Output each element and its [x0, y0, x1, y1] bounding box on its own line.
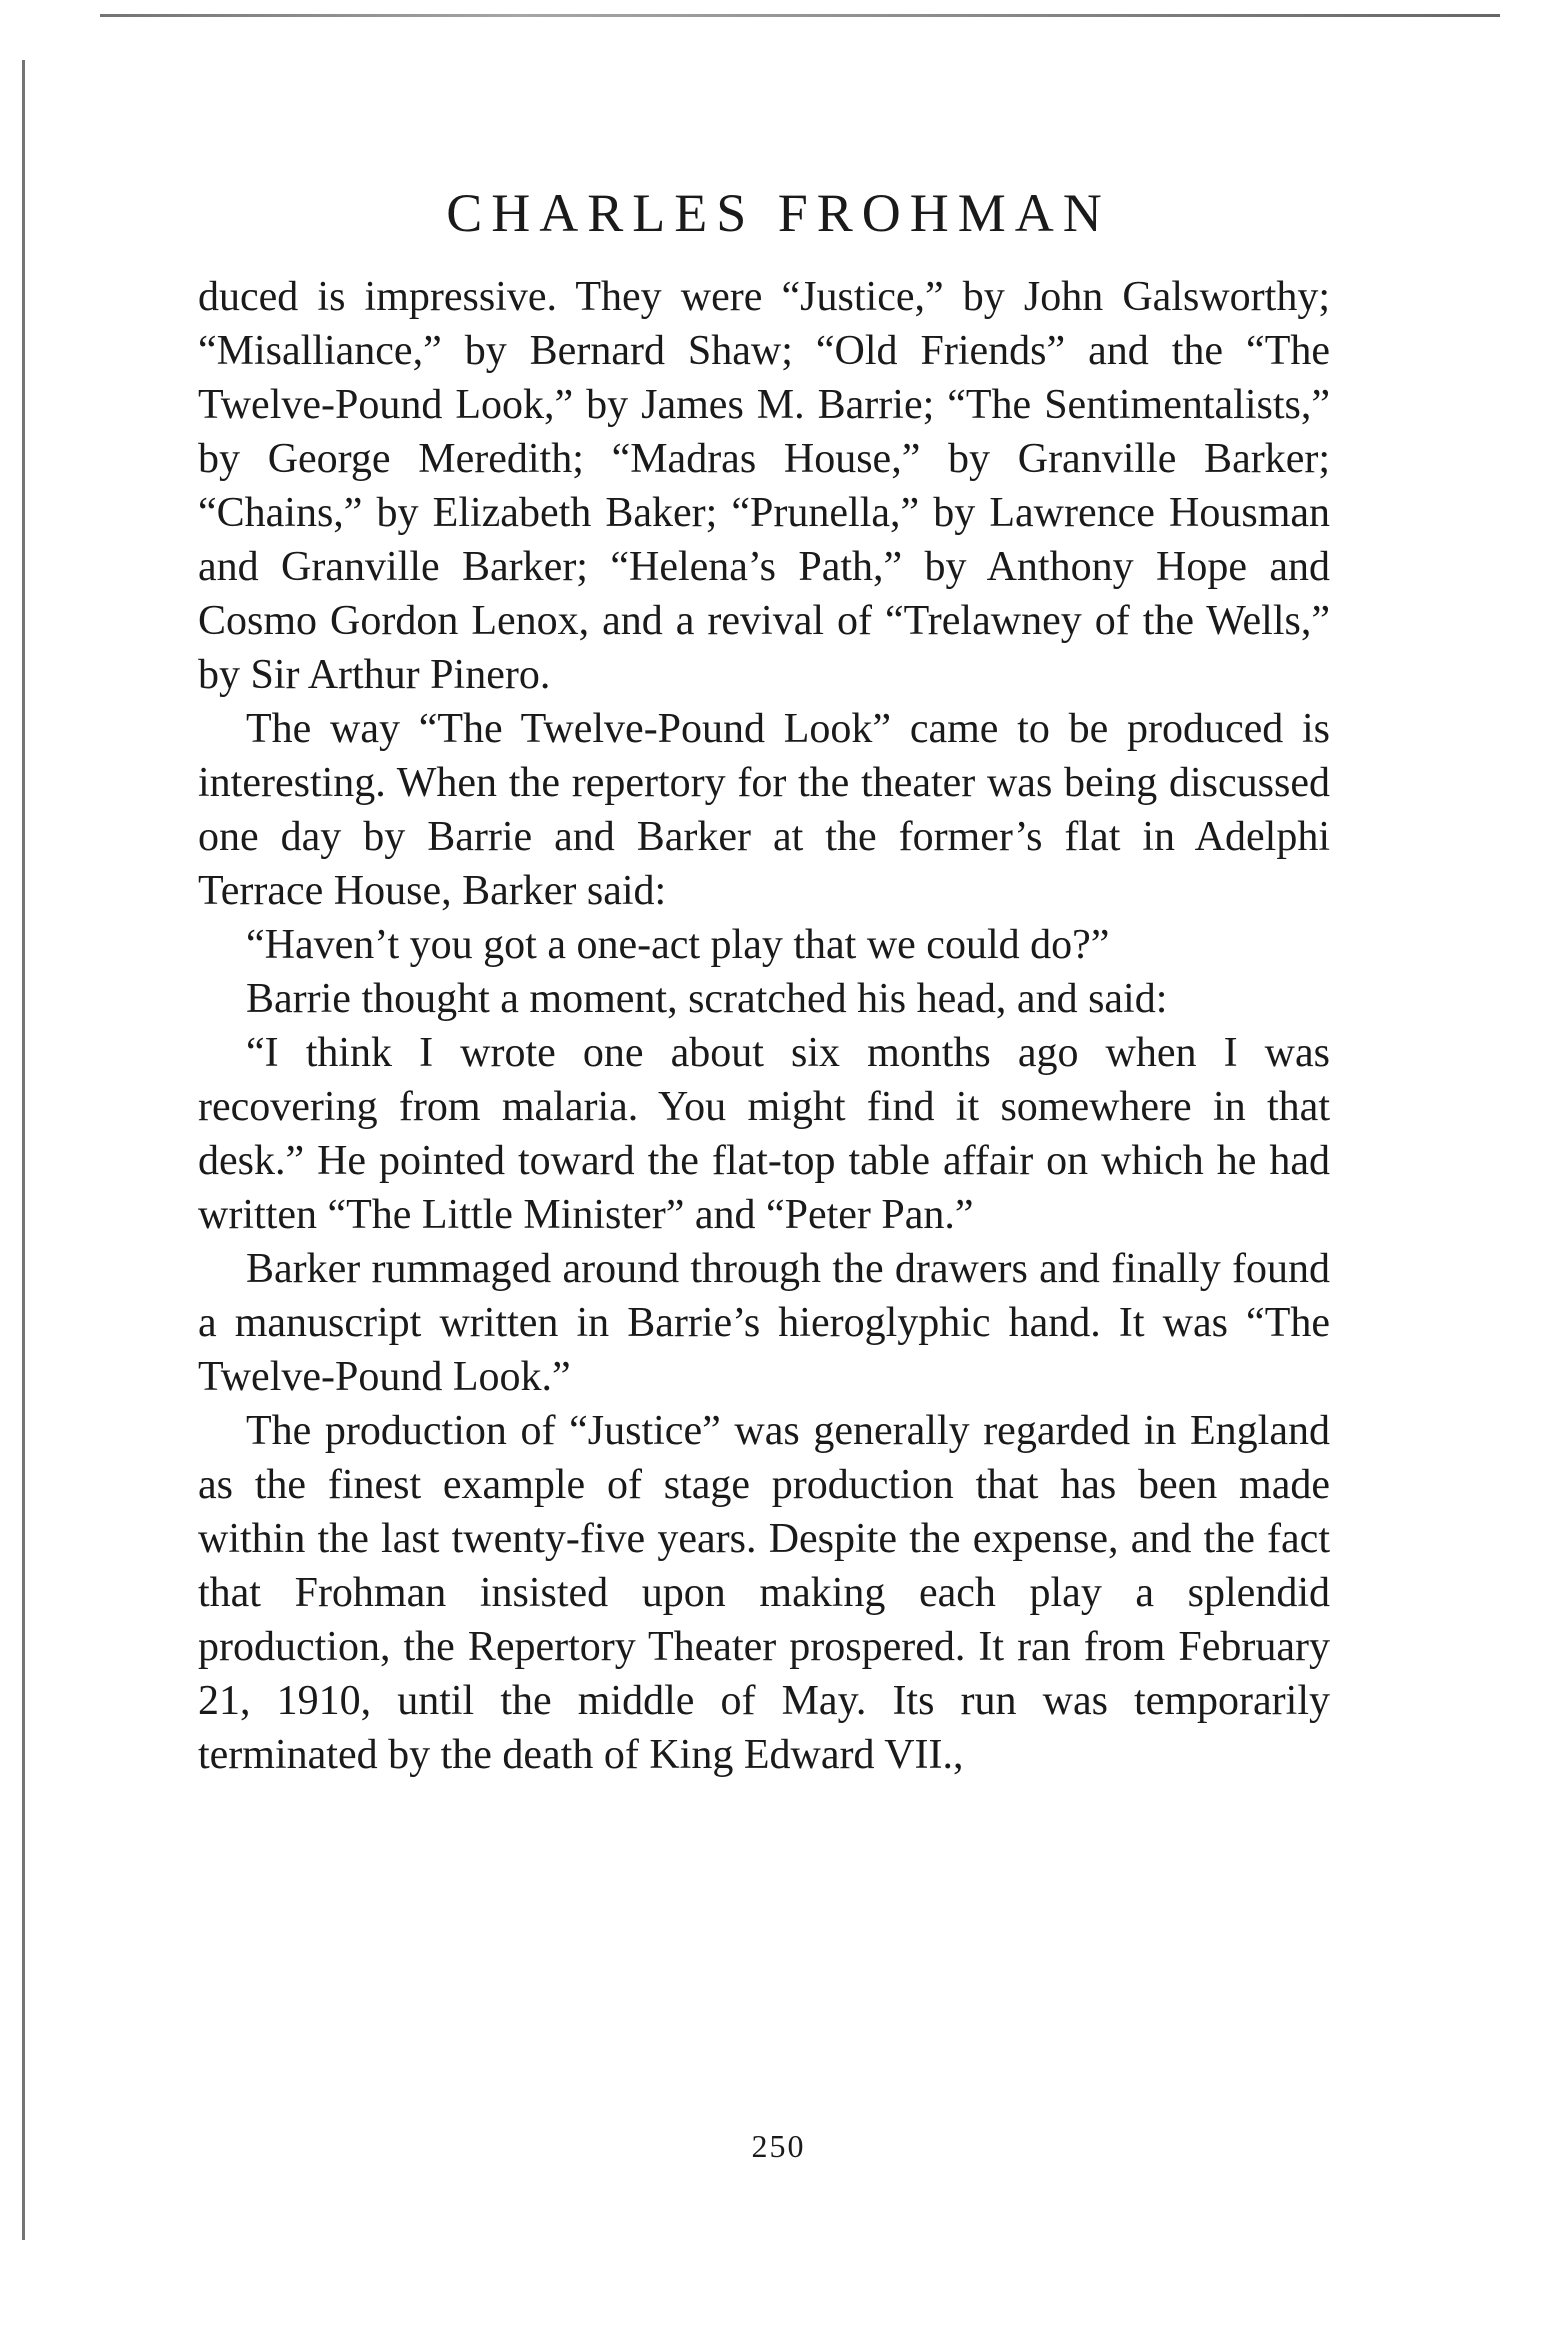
running-title: CHARLES FROHMAN — [446, 183, 1111, 243]
top-scan-rule — [100, 14, 1500, 17]
paragraph-3: “Haven’t you got a one-act play that we could do?” — [246, 922, 1110, 968]
paragraph-1: duced is impressive. They were “Justice,” by John Galsworthy; “Misalliance,” by Bernard Shaw; “Old Friends” and the “The Twelve-Pound Look,” by James M. Barrie; “The Sentimentalists,” by George Meredith; “Madras House,” by Granville Barker; “Chains,” by Elizabeth Baker; “Prunella,” by Lawrence Housman and Granville Barker; “Helena’s Path,” by Anthony Hope and Cosmo Gordon Lenox, and a revival of “Trelawney of the Wells,” by Sir Arthur Pinero. — [198, 274, 1330, 698]
paragraph-6: Barker rummaged around through the drawers and finally found a manuscript written in Barrie’s hieroglyphic hand. It was “The Twelve-Pound Look.” — [198, 1246, 1330, 1400]
paragraph-4: Barrie thought a moment, scratched his head, and said: — [246, 976, 1168, 1022]
paragraph-2: The way “The Twelve-Pound Look” came to be produced is interesting. When the repertory for the theater was being discussed one day by Barrie and Barker at the former’s flat in Adelphi Terrace House, Barker said: — [198, 706, 1330, 914]
page-number: 250 — [751, 2128, 806, 2164]
paragraph-7: The production of “Justice” was generally regarded in England as the finest example of stage production that has been made within the last twenty-five years. Despite the expense, and the fact that Frohman insisted upon making each play a splendid production, the Repertory Theater prospered. It ran from February 21, 1910, until the middle of May. Its run was temporarily terminated by the death of King Edward VII., — [198, 1408, 1330, 1778]
paragraph-5: “I think I wrote one about six months ago when I was recovering from malaria. You might find it somewhere in that desk.” He pointed toward the flat-top table affair on which he had written “The Little Minister” and “Peter Pan.” — [198, 1030, 1330, 1238]
page-body — [198, 270, 1330, 1782]
binding-edge — [22, 60, 25, 2240]
